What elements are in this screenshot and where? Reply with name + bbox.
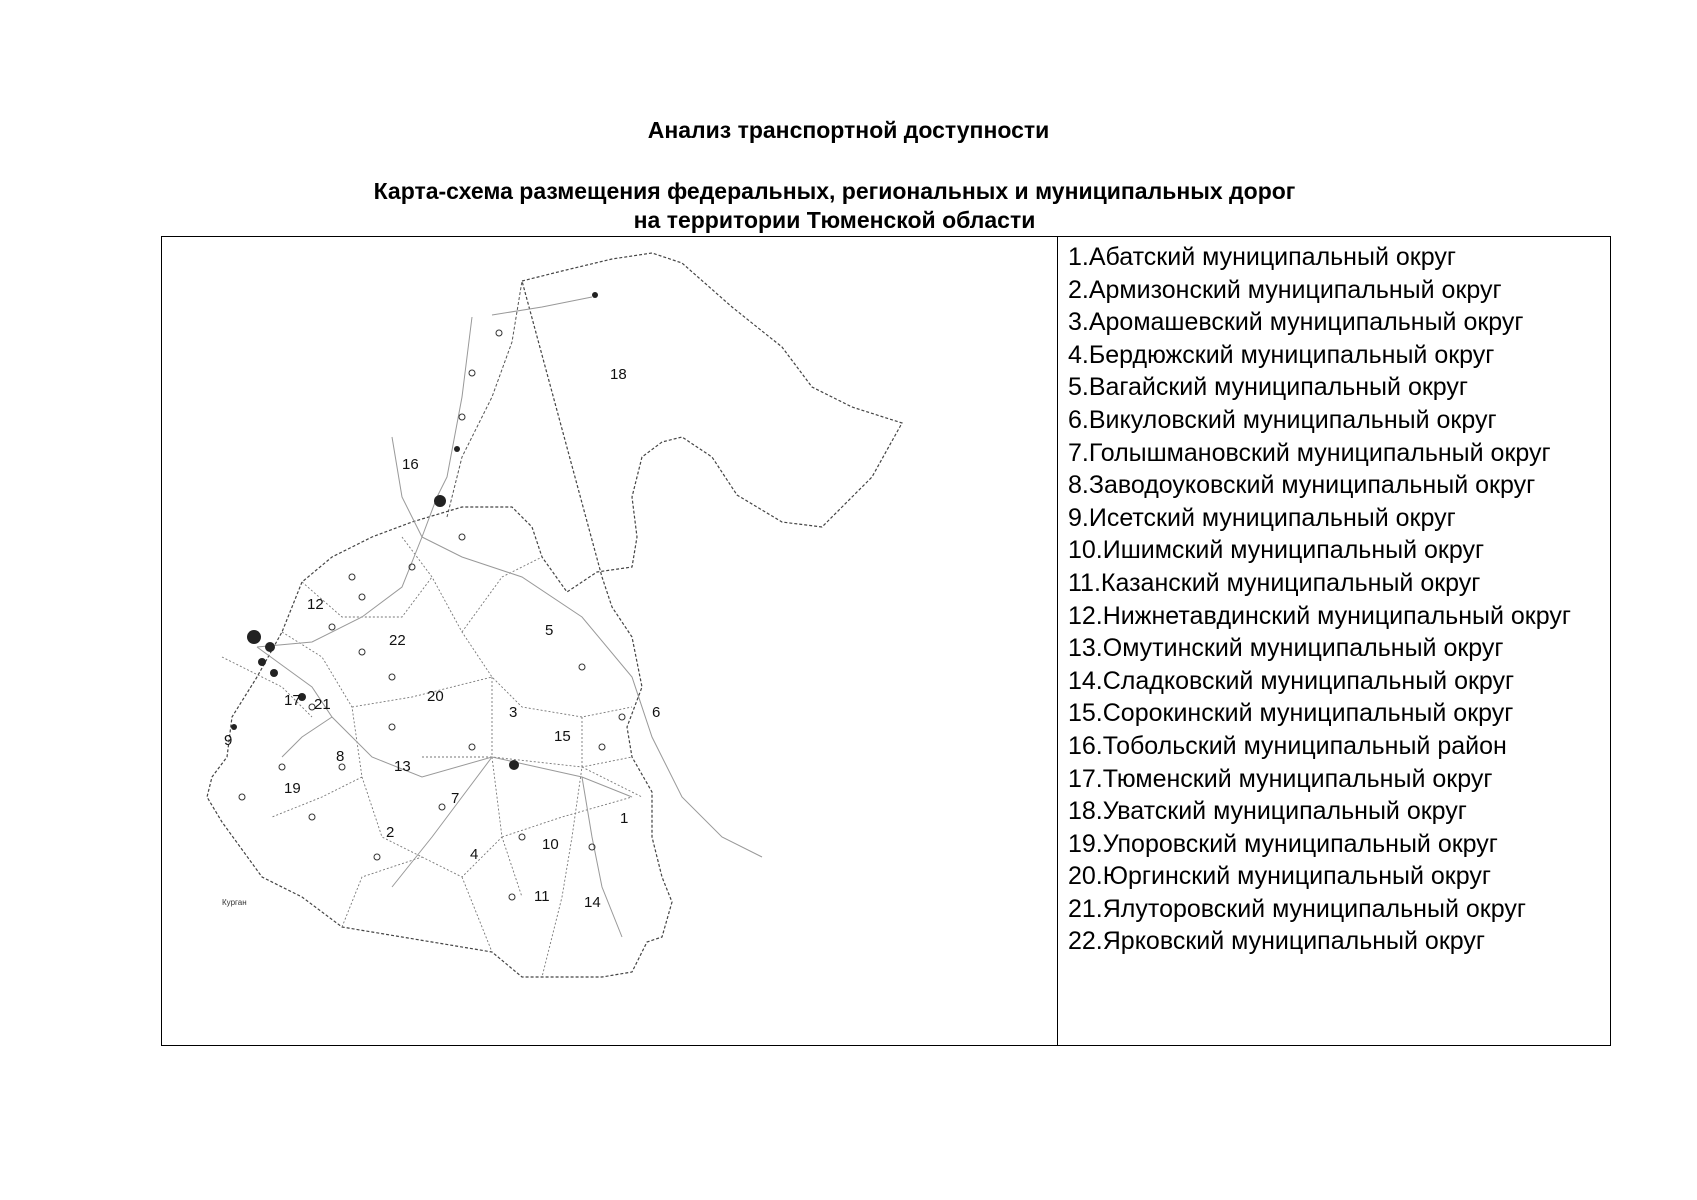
legend-item: 11.Казанский муниципальный округ <box>1068 568 1481 597</box>
district-label-19: 19 <box>284 780 301 797</box>
district-label-1: 1 <box>620 810 629 827</box>
legend-item: 19.Упоровский муниципальный округ <box>1068 829 1498 858</box>
district-label-17: 17 <box>284 692 301 709</box>
legend-item: 18.Уватский муниципальный округ <box>1068 797 1467 826</box>
district-label-7: 7 <box>451 790 460 807</box>
district-label-9: 9 <box>224 732 233 749</box>
district-label-12: 12 <box>307 596 324 613</box>
road-nodes <box>239 330 625 900</box>
legend-item: 6.Викуловский муниципальный округ <box>1068 405 1497 434</box>
legend-item: 7.Голышмановский муниципальный округ <box>1068 438 1551 467</box>
district-label-6: 6 <box>652 704 661 721</box>
legend-item: 4.Бердюжский муниципальный округ <box>1068 340 1495 369</box>
district-label-5: 5 <box>545 622 554 639</box>
map-legend-table <box>161 236 1611 1046</box>
district-boundaries <box>222 537 642 977</box>
legend-item: 3.Аромашевский муниципальный округ <box>1068 308 1524 337</box>
district-label-8: 8 <box>336 748 345 765</box>
legend-item: 13.Омутинский муниципальный округ <box>1068 634 1504 663</box>
legend-item: 8.Заводоуковский муниципальный округ <box>1068 471 1536 500</box>
legend-item: 10.Ишимский муниципальный округ <box>1068 536 1485 565</box>
region-outline-west <box>447 281 522 517</box>
page-title: Анализ транспортной доступности <box>647 117 1050 143</box>
legend-item: 15.Сорокинский муниципальный округ <box>1068 699 1514 728</box>
city-label-kurgan: Курган <box>222 898 247 907</box>
district-label-15: 15 <box>554 728 571 745</box>
legend-cell <box>1058 237 1610 1045</box>
district-label-21: 21 <box>314 696 331 713</box>
legend-item: 12.Нижнетавдинский муниципальный округ <box>1068 601 1571 630</box>
legend-item: 22.Ярковский муниципальный округ <box>1068 927 1485 956</box>
district-label-14: 14 <box>584 894 601 911</box>
roads <box>257 297 762 937</box>
legend-item: 5.Вагайский муниципальный округ <box>1068 373 1469 402</box>
district-label-18: 18 <box>610 366 627 383</box>
district-legend <box>1068 241 1613 958</box>
map-cell <box>162 237 1058 1045</box>
map-title-line-1: Карта-схема размещения федеральных, региональных и муниципальных дорог <box>373 178 1296 204</box>
legend-item: 16.Тобольский муниципальный район <box>1068 731 1507 760</box>
district-label-4: 4 <box>470 846 479 863</box>
district-label-11: 11 <box>534 888 550 905</box>
legend-item: 21.Ялуторовский муниципальный округ <box>1068 894 1526 923</box>
legend-item: 2.Армизонский муниципальный округ <box>1068 275 1502 304</box>
legend-item: 9.Исетский муниципальный округ <box>1068 503 1456 532</box>
region-outline <box>207 253 902 977</box>
district-label-16: 16 <box>402 456 419 473</box>
district-label-2: 2 <box>386 824 395 841</box>
legend-item: 1.Абатский муниципальный округ <box>1068 243 1456 271</box>
map-title-line-2: на территории Тюменской области <box>633 207 1036 233</box>
legend-item: 20.Юргинский муниципальный округ <box>1068 862 1491 891</box>
district-label-20: 20 <box>427 688 444 705</box>
district-label-3: 3 <box>509 704 518 721</box>
district-label-22: 22 <box>389 632 406 649</box>
legend-item: 14.Сладковский муниципальный округ <box>1068 666 1515 695</box>
district-label-13: 13 <box>394 758 411 775</box>
district-label-10: 10 <box>542 836 559 853</box>
region-map <box>162 237 1057 1045</box>
legend-item: 17.Тюменский муниципальный округ <box>1068 764 1493 793</box>
